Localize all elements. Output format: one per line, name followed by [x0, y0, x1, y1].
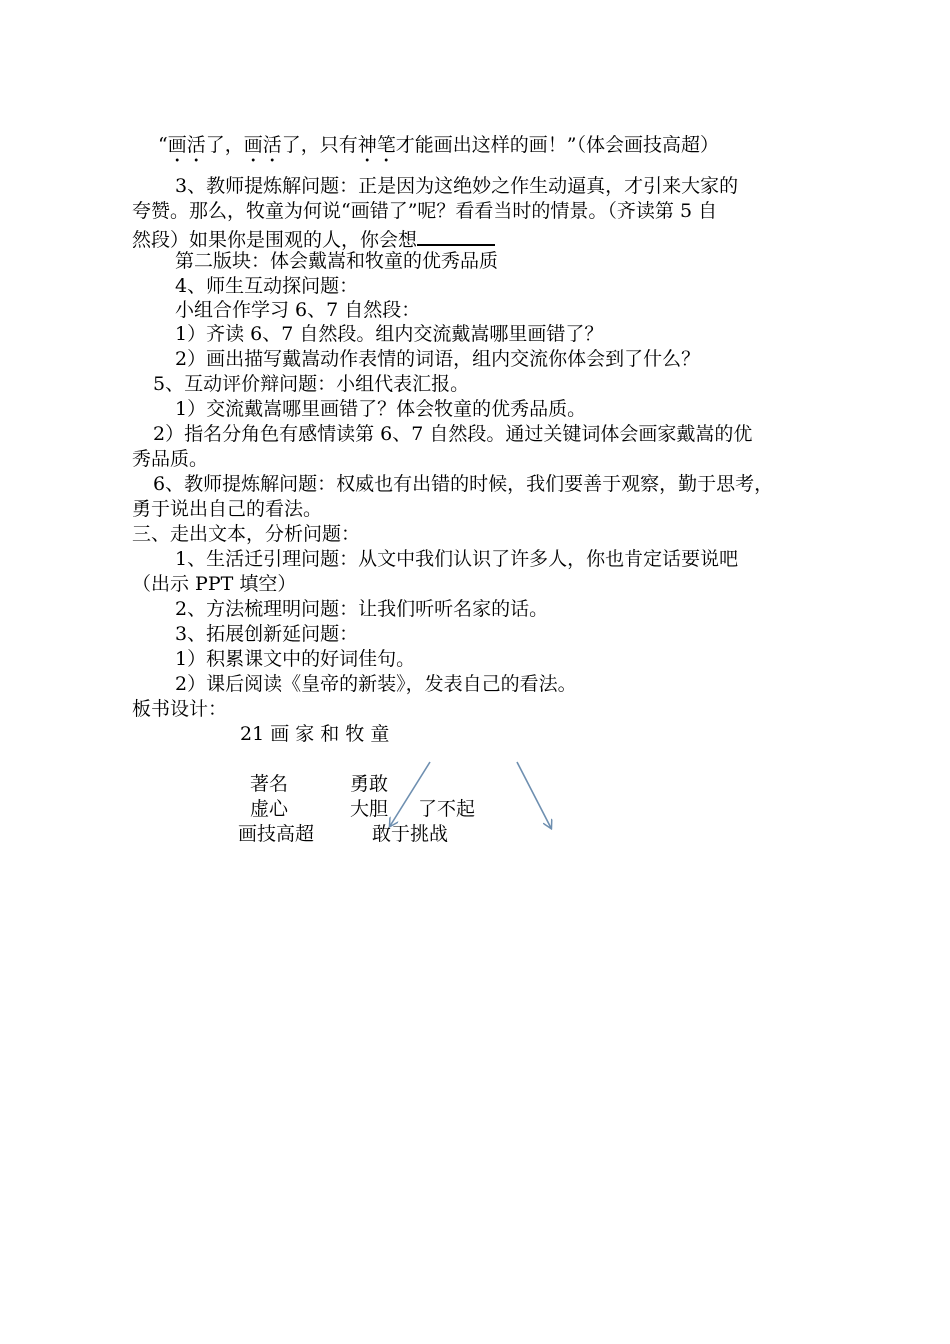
- quote-line: “画活了，画活了，只有神笔才能画出这样的画！”（体会画技高超）: [158, 134, 720, 156]
- paragraph-line: 1、生活迁引理问题：从文中我们认识了许多人，你也肯定话要说吧: [175, 548, 739, 570]
- paragraph-line: 然段）如果你是围观的人，你会想: [132, 224, 832, 252]
- paragraph-line: 2）指名分角色有感情读第 6、7 自然段。通过关键词体会画家戴嵩的优: [153, 423, 753, 445]
- paragraph-line: 勇于说出自己的看法。: [132, 498, 323, 520]
- paragraph-line: 夸赞。那么，牧童为何说“画错了”呢？看看当时的情景。（齐读第 5 自: [132, 200, 718, 222]
- paragraph-line: （出示 PPT 填空）: [132, 573, 297, 595]
- arrow-left: [390, 762, 430, 826]
- paragraph-line: 小组合作学习 6、7 自然段：: [175, 299, 421, 321]
- board-title: 21 画 家 和 牧 童: [240, 723, 390, 745]
- paragraph-line: 6、教师提炼解问题：权威也有出错的时候，我们要善于观察，勤于思考，: [153, 473, 774, 495]
- section-heading: 板书设计：: [132, 698, 228, 720]
- emphasis-word: 画活: [167, 134, 206, 156]
- board-extra: 了不起: [418, 798, 476, 820]
- paragraph-line: 3、拓展创新延问题：: [175, 623, 359, 645]
- paragraph-line: 1）积累课文中的好词佳句。: [175, 648, 416, 670]
- paragraph-line: 3、教师提炼解问题：正是因为这绝妙之作生动逼真，才引来大家的: [175, 175, 739, 197]
- paragraph-line: 2）画出描写戴嵩动作表情的词语，组内交流你体会到了什么？: [175, 348, 701, 370]
- section-heading: 第二版块：体会戴嵩和牧童的优秀品质: [175, 250, 499, 272]
- board-right-item: 勇敢: [350, 773, 389, 795]
- paragraph-line: 4、师生互动探问题：: [175, 275, 359, 297]
- emphasis-word: 画活: [243, 134, 282, 156]
- board-right-item: 敢于挑战: [372, 823, 449, 845]
- paragraph-line: 2、方法梳理明问题：让我们听听名家的话。: [175, 598, 549, 620]
- paragraph-line: 1）交流戴嵩哪里画错了？体会牧童的优秀品质。: [175, 398, 587, 420]
- board-left-item: 虚心: [250, 798, 289, 820]
- section-heading: 三、走出文本，分析问题：: [132, 523, 361, 545]
- board-left-item: 画技高超: [238, 823, 315, 845]
- paragraph-line: 5、互动评价辩问题：小组代表汇报。: [153, 373, 470, 395]
- arrow-right: [517, 762, 551, 828]
- board-left-item: 著名: [250, 773, 289, 795]
- paragraph-line: 1）齐读 6、7 自然段。组内交流戴嵩哪里画错了？: [175, 323, 604, 345]
- paragraph-line: 秀品质。: [132, 448, 209, 470]
- emphasis-word: 神笔: [357, 134, 396, 156]
- board-right-item: 大胆: [350, 798, 389, 820]
- paragraph-line: 2）课后阅读《皇帝的新装》，发表自己的看法。: [175, 673, 577, 695]
